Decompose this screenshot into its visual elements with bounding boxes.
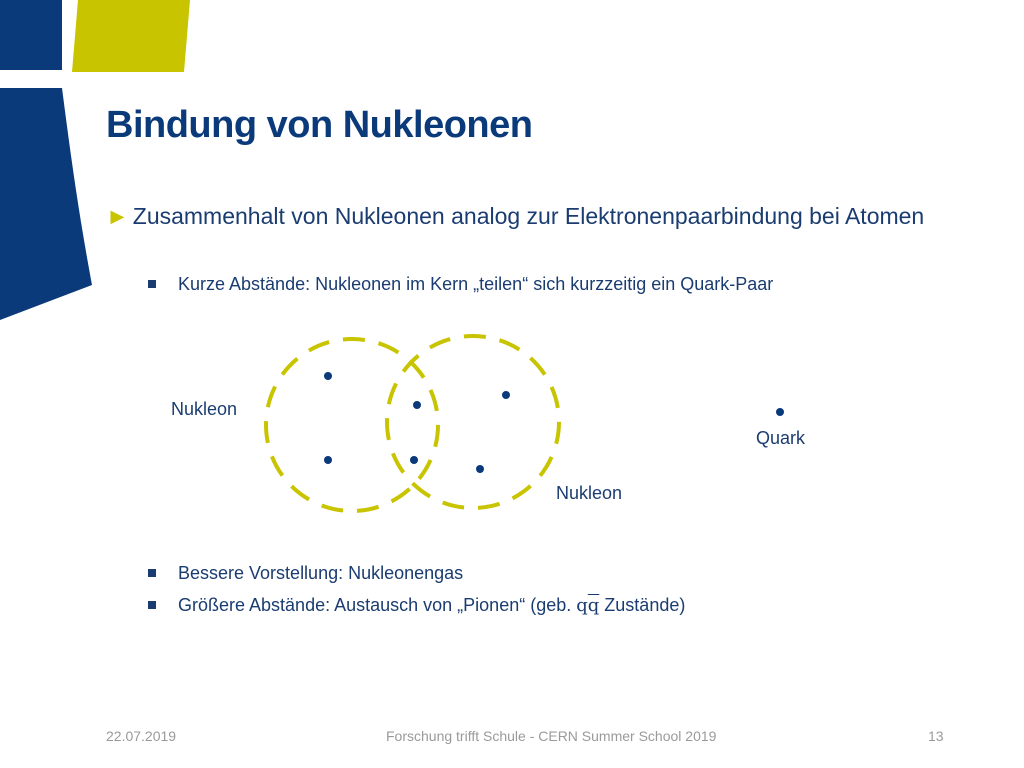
quark-dot	[413, 401, 421, 409]
quark-dot	[410, 456, 418, 464]
label-nucleon-left: Nukleon	[171, 399, 238, 419]
quark-dot	[324, 372, 332, 380]
qbar-symbol: $\overline{q}$	[587, 595, 600, 616]
sub-bullet-text-end: Zustände)	[599, 595, 686, 615]
square-bullet-icon	[148, 601, 156, 609]
quark-legend-dot	[776, 408, 784, 416]
deco-yellow	[72, 0, 190, 72]
sub-bullet-text: Größere Abstände: Austausch von „Pionen“ (geb.	[178, 595, 577, 615]
nucleon-circle-left	[266, 339, 438, 511]
sub-bullet-text: Bessere Vorstellung: Nukleonengas	[178, 563, 464, 583]
main-bullet-text: Zusammenhalt von Nukleonen analog zur Elektronenpaarbindung bei Atomen	[132, 203, 925, 229]
deco-navy-top	[0, 0, 62, 70]
label-quark: Quark	[756, 428, 806, 448]
footer-date: 22.07.2019	[106, 728, 177, 744]
square-bullet-icon	[148, 280, 156, 288]
square-bullet-icon	[148, 569, 156, 577]
label-nucleon-right: Nukleon	[556, 483, 623, 503]
nucleon-circle-right	[387, 336, 559, 508]
main-bullet	[106, 203, 924, 230]
quark-dot	[502, 391, 510, 399]
sub-bullet-short-distances	[148, 274, 773, 295]
triangle-bullet-icon: ►	[106, 203, 129, 229]
footer-title: Forschung trifft Schule - CERN Summer School 2019	[386, 728, 717, 744]
q-symbol: q	[576, 595, 588, 616]
footer-page-number: 13	[928, 728, 944, 744]
quark-dot	[324, 456, 332, 464]
sub-bullet-nucleon-gas	[148, 563, 463, 584]
quark-dot	[476, 465, 484, 473]
sub-bullet-pions	[148, 595, 685, 616]
sub-bullet-text: Kurze Abstände: Nukleonen im Kern „teilen“ sich kurzzeitig ein Quark-Paar	[178, 274, 774, 294]
page-title: Bindung von Nukleonen	[106, 104, 533, 146]
q-qbar-symbol	[576, 595, 599, 616]
deco-navy-curve	[0, 88, 92, 320]
